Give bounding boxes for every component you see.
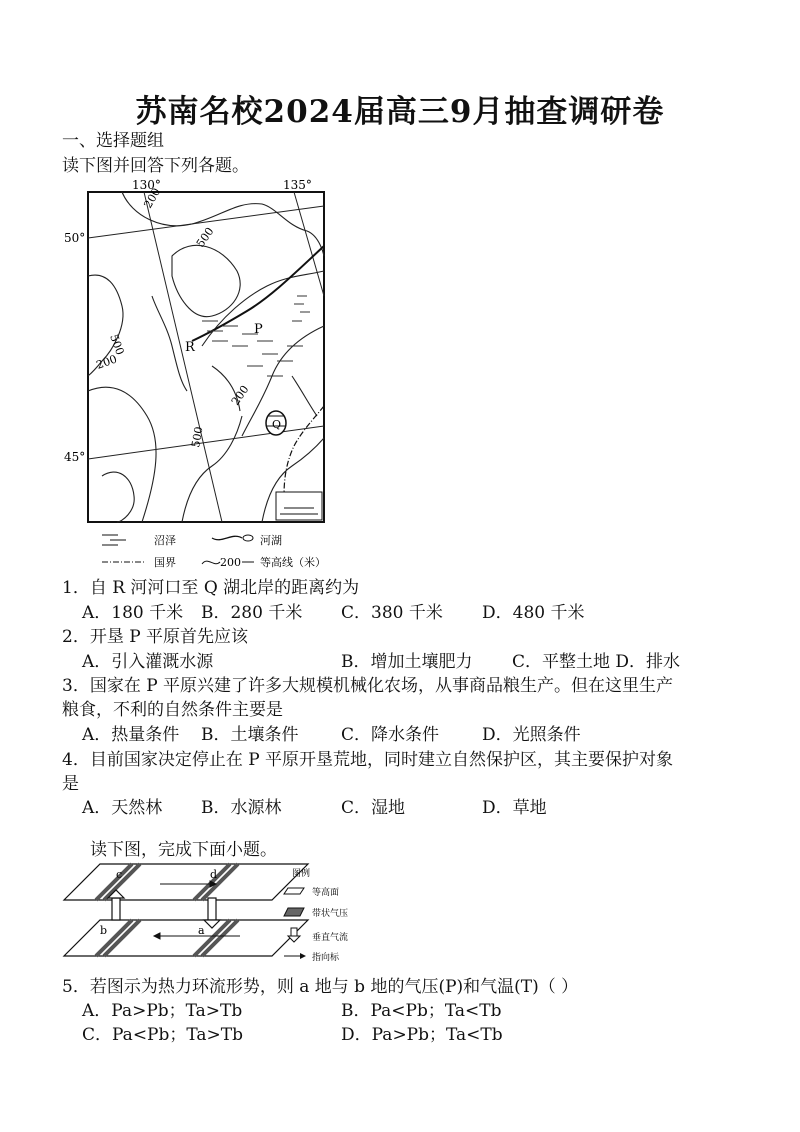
- lat-label-50: 50°: [64, 231, 86, 245]
- label-c: c: [116, 868, 123, 881]
- q1-option-a[interactable]: A．180 千米: [82, 603, 184, 623]
- inset-box: [276, 492, 322, 520]
- legend-river-lake: 河湖: [260, 534, 282, 547]
- q4-option-b[interactable]: B．水源林: [201, 798, 282, 818]
- legend-isobaric-surface: 等高面: [312, 888, 340, 898]
- diagram-legend: [284, 867, 348, 963]
- legend-border: 国界: [154, 556, 176, 569]
- legend-vertical-flow: 垂直气流: [312, 933, 349, 943]
- q5-option-d[interactable]: D．Pa>Pb；Ta<Tb: [341, 1025, 503, 1045]
- question-5: 5．若图示为热力环流形势，则 a 地与 b 地的气压(P)和气温(T)（ ）: [62, 977, 579, 997]
- section-heading: 一、选择题组: [62, 131, 164, 151]
- label-d: d: [210, 868, 218, 881]
- intro-text-2: 读下图，完成下面小题。: [90, 840, 277, 860]
- contour-label: 500: [107, 332, 127, 357]
- q1-option-c[interactable]: C．380 千米: [341, 603, 443, 623]
- q4-option-c[interactable]: C．湿地: [341, 798, 406, 818]
- lat-label-45: 45°: [64, 450, 86, 464]
- contour-label: 200: [94, 352, 119, 372]
- question-4: 4．目前国家决定停止在 P 平原开垦荒地，同时建立自然保护区，其主要保护对象: [62, 750, 674, 770]
- label-a: a: [198, 924, 205, 937]
- topographic-map: [62, 176, 342, 571]
- question-3-cont: 粮食，不利的自然条件主要是: [62, 700, 283, 720]
- q4-option-d[interactable]: D．草地: [482, 798, 547, 818]
- lon-label-135: 135°: [283, 178, 312, 192]
- q1-option-d[interactable]: D．480 千米: [482, 603, 585, 623]
- contour-label: 500: [189, 425, 206, 449]
- intro-text-1: 读下图并回答下列各题。: [62, 156, 249, 176]
- q2-option-a[interactable]: A．引入灌溉水源: [82, 652, 214, 672]
- q4-option-a[interactable]: A．天然林: [82, 798, 163, 818]
- q3-option-d[interactable]: D．光照条件: [482, 725, 581, 745]
- point-q-label: Q: [272, 418, 282, 431]
- contour-label: 500: [193, 225, 217, 250]
- q5-option-a[interactable]: A．Pa>Pb；Ta>Tb: [82, 1001, 243, 1021]
- q2-option-cd[interactable]: C．平整土地 D．排水: [512, 652, 681, 672]
- legend-contour: 等高线（米）: [260, 556, 326, 569]
- point-p-label: P: [254, 322, 263, 337]
- q3-option-c[interactable]: C．降水条件: [341, 725, 440, 745]
- legend-title: 图例: [292, 869, 311, 879]
- question-4-cont: 是: [62, 774, 79, 794]
- question-2: 2．开垦 P 平原首先应该: [62, 627, 249, 647]
- question-3: 3．国家在 P 平原兴建了许多大规模机械化农场，从事商品粮生产。但在这里生产: [62, 676, 674, 696]
- point-r-label: R: [185, 340, 195, 355]
- page-title: 苏南名校2024届高三9月抽查调研卷: [135, 94, 665, 130]
- q5-option-b[interactable]: B．Pa<Pb；Ta<Tb: [341, 1001, 502, 1021]
- q3-option-b[interactable]: B．土壤条件: [201, 725, 299, 745]
- thermal-circulation-diagram: [60, 858, 380, 970]
- legend-swamp: 沼泽: [154, 534, 176, 547]
- q1-option-b[interactable]: B．280 千米: [201, 603, 303, 623]
- legend-contour-num: 200: [220, 556, 241, 569]
- q3-option-a[interactable]: A．热量条件: [82, 725, 180, 745]
- label-b: b: [100, 924, 108, 937]
- legend-pressure-band: 带状气压: [312, 909, 349, 919]
- map-legend: [102, 533, 326, 569]
- legend-pointer: 指向标: [312, 953, 340, 963]
- contour-label: 200: [228, 383, 252, 408]
- question-1: 1．自 R 河河口至 Q 湖北岸的距离约为: [62, 578, 360, 598]
- q2-option-b[interactable]: B．增加土壤肥力: [341, 652, 473, 672]
- lon-label-130: 130°: [132, 178, 161, 192]
- q5-option-c[interactable]: C．Pa<Pb；Ta>Tb: [82, 1025, 244, 1045]
- contour-label: 200: [141, 185, 164, 211]
